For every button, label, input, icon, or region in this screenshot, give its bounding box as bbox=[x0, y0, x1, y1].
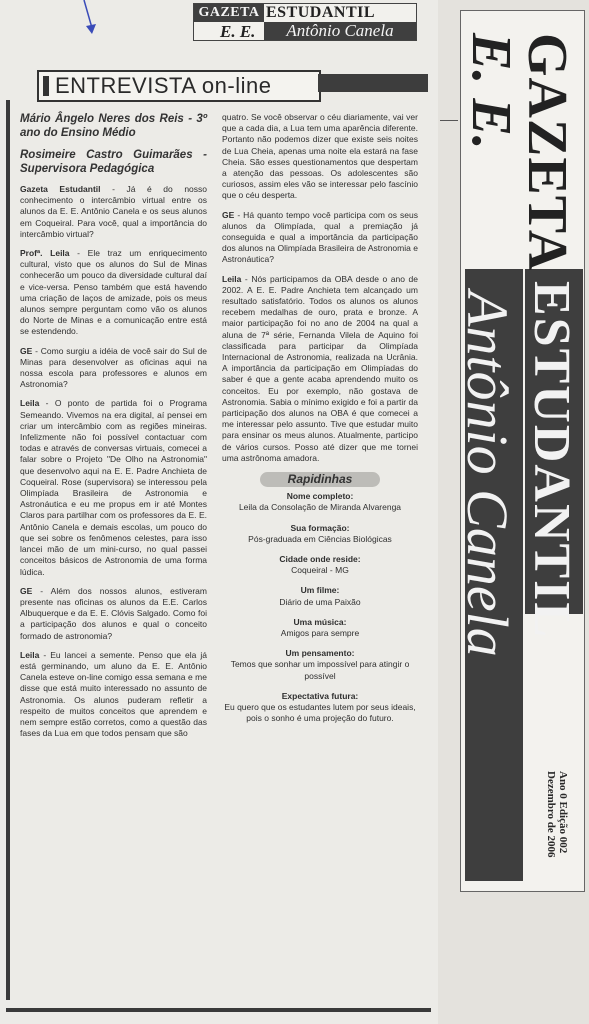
rapidinha-item bbox=[222, 691, 418, 725]
qa-speaker: Leila bbox=[20, 398, 40, 409]
masthead-antonio-canela: Antônio Canela bbox=[264, 22, 416, 40]
qa-text: - Como surgiu a idéia de você sair do Sul de Minas para desenvolver as oficinas aqui na nossa escola para professores e alunos em Astronomia? bbox=[20, 345, 207, 390]
arrow-mark-icon bbox=[80, 0, 100, 36]
column-right bbox=[222, 112, 418, 733]
sidebar-masthead bbox=[455, 10, 585, 892]
qa-text: - Eu lancei a semente. Penso que ela já está germinando, um aluno da E. E. Antônio Canela esteve on-line comigo essa semana e me disse que está muito interessado no assunto de Astronomia. Os alunos puderam refletir a respeito de muitos conceitos que aprendem e nem sempre estão corretos, como a questão das fases da Lua em que todos pensam que são bbox=[20, 649, 207, 739]
qa-paragraph bbox=[20, 398, 207, 577]
qa-paragraph bbox=[222, 274, 418, 464]
qa-text: quatro. Se você observar o céu diariamente, vai ver que a cada dia, a Lua tem uma aparência diferente. Portanto não podemos dizer que existe seis noites de Lua Cheia, apenas uma noite ela estará na fase Cheia. São esses questionamentos que despertam a atenção das pessoas. Os adolescentes são curiosos, assim eles vão se interessar pelo fascínio que o céu desperta. bbox=[222, 112, 418, 201]
rapidinha-item bbox=[222, 554, 418, 576]
qa-paragraph bbox=[222, 210, 418, 266]
rapidinha-label: Nome completo: bbox=[286, 491, 354, 502]
qa-text: - Nós participamos da OBA desde o ano de 2002. A E. E. Padre Anchieta tem alcançado um resultado satisfatório. Todos os alunos os alunos recebem medalhas de ouro, prata e bronze. A maior participação foi no ano de 2004 na qual a aluna de 7ª série, Fernanda Vilela de Aquino foi classificada para participar da Olimpíada Internacional de Astronomia, realizada na Ucrânia. A importância da participação em Olimpíadas do saber é que a gente acaba aprendendo muito os conceitos. Eu por exemplo, não gostava de Astronomia. Sabia o mínimo exigido e foi a partir da participação dos alunos na OBA é que comecei a me interessar pelo assunto. Tive que estudar muito para ensinar os meus alunos. Atualmente, participo de vários cursos. Posso até dizer que me tornei uma astrônoma amadora. bbox=[222, 273, 418, 463]
qa-list-right bbox=[222, 112, 418, 464]
qa-paragraph bbox=[20, 346, 207, 391]
rapidinha-value: Amigos para sempre bbox=[280, 627, 360, 638]
bottom-rule bbox=[6, 1008, 431, 1012]
qa-speaker: GE bbox=[222, 209, 235, 220]
rapidinha-item bbox=[222, 523, 418, 545]
rapidinhas-list bbox=[222, 491, 418, 724]
qa-speaker: GE bbox=[20, 345, 33, 356]
rapidinha-item bbox=[222, 491, 418, 513]
rapidinha-label: Expectativa futura: bbox=[281, 690, 359, 701]
qa-speaker: Profª. Leila bbox=[20, 248, 70, 259]
qa-text: - Além dos nossos alunos, estiveram presente nas oficinas os alunos da E.E. Carlos Albuquerque e da E. E. Clóvis Salgado. Como foi a participação dos alunos e qual o conceito formado de astronomia? bbox=[20, 585, 207, 641]
qa-text: - Ele traz um enriquecimento cultural, visto que os alunos do Sul de Minas conhecerão um pouco da diversidade cultural daí e vice-versa. Penso também que está havendo uma criação de laços de amizade, pois os meus alunos sempre perguntam como vão os alunos do Norte de Minas e a comunicação entre está se estendendo. bbox=[20, 248, 207, 337]
rapidinha-label: Sua formação: bbox=[290, 522, 350, 533]
masthead-ee: E. E. bbox=[220, 22, 256, 41]
rapidinhas-title: Rapidinhas bbox=[260, 472, 380, 487]
qa-text: - Há quanto tempo você participa com os seus alunos da Olimpíada, qual a premiação já conseguida e qual a importância da participação dos alunos na Olimpíada Brasileira de Astronomia e Astronáutica? bbox=[222, 209, 418, 265]
rapidinha-label: Cidade onde reside: bbox=[279, 553, 361, 564]
qa-speaker: Leila bbox=[222, 273, 242, 284]
column-left bbox=[20, 112, 207, 747]
interviewee-supervisor: Rosimeire Castro Guimarães - Supervisora Pedagógica bbox=[20, 149, 207, 175]
rapidinha-item bbox=[222, 585, 418, 607]
rapidinha-label: Um pensamento: bbox=[285, 648, 355, 659]
side-tick bbox=[440, 120, 458, 121]
rapidinha-value: Leila da Consolação de Miranda Alvarenga bbox=[238, 502, 402, 513]
rapidinha-value: Pós-graduada em Ciências Biológicas bbox=[248, 533, 392, 544]
qa-speaker: Leila bbox=[20, 649, 40, 660]
section-banner bbox=[37, 70, 321, 102]
left-rule bbox=[6, 100, 10, 1000]
rapidinha-label: Um filme: bbox=[300, 585, 340, 596]
sidebar-gazeta: GAZETA bbox=[516, 33, 578, 272]
sidebar-date: Dezembro de 2006 bbox=[545, 771, 557, 858]
sidebar-ee: E. E. bbox=[460, 33, 522, 150]
rapidinha-value: Diário de uma Paixão bbox=[279, 596, 361, 607]
qa-speaker: GE bbox=[20, 585, 33, 596]
qa-paragraph bbox=[20, 184, 207, 240]
banner-strip bbox=[318, 74, 428, 92]
masthead-estudantil: ESTUDANTIL bbox=[266, 4, 376, 21]
rapidinha-label: Uma música: bbox=[293, 616, 347, 627]
sidebar-antonio-canela: Antônio Canela bbox=[455, 291, 520, 657]
masthead-gazeta: GAZETA bbox=[194, 4, 264, 22]
interviewee-student: Mário Ângelo Neres dos Reis - 3º ano do Ensino Médio bbox=[20, 113, 207, 139]
rapidinha-item bbox=[222, 648, 418, 682]
qa-paragraph bbox=[20, 586, 207, 642]
qa-text: - Já é do nosso conhecimento o intercâmbio virtual entre os alunos da E. E. Antônio Canela e os seus alunos em Coqueiral. Para você, qual a importância do intercâmbio virtual? bbox=[20, 184, 208, 239]
rapidinha-value: Coqueiral - MG bbox=[291, 565, 349, 576]
masthead bbox=[193, 3, 417, 41]
rapidinha-value: Temos que sonhar um impossível para atingir o possível bbox=[230, 659, 410, 681]
sidebar-estudantil: ESTUDANTIL bbox=[523, 281, 580, 640]
qa-paragraph bbox=[20, 650, 207, 740]
qa-text: - O ponto de partida foi o Programa Semeando. Vivemos na era digital, aí pensei em criar um intercâmbio com as regiões mineiras. Infelizmente não foi possível contactuar com todas e através de conversas virtuais, comecei a falar sobre o Projeto "De Olho na Astronomia" que desenvolvo aqui na E. E. Padre Anchieta de Coqueiral. Rose (supervisora) se interessou pela Olimpíada Brasileira de Astronomia e Astronáutica e eu me propus em ir até Montes Claros para partilhar com os professores da E. E. Antônio Canela e demais escolas, um pouco do que sei sobre os fenômenos celestes, para isso lancei mão de um mini-curso, no qual passei conceitos básicos de Astronomia de uma forma lúdica. bbox=[20, 398, 207, 577]
banner-bar bbox=[43, 76, 49, 96]
rapidinha-value: Eu quero que os estudantes lutem por seus ideais, pois o sonho é uma projeção do futuro. bbox=[224, 701, 416, 724]
section-title: ENTREVISTA on-line bbox=[55, 73, 272, 98]
qa-speaker: Gazeta Estudantil bbox=[20, 184, 101, 194]
sidebar-edition: Ano 0 Edição 002 bbox=[557, 771, 569, 854]
qa-list-left bbox=[20, 184, 207, 739]
qa-paragraph bbox=[222, 112, 418, 202]
rapidinha-item bbox=[222, 617, 418, 639]
qa-paragraph bbox=[20, 248, 207, 338]
